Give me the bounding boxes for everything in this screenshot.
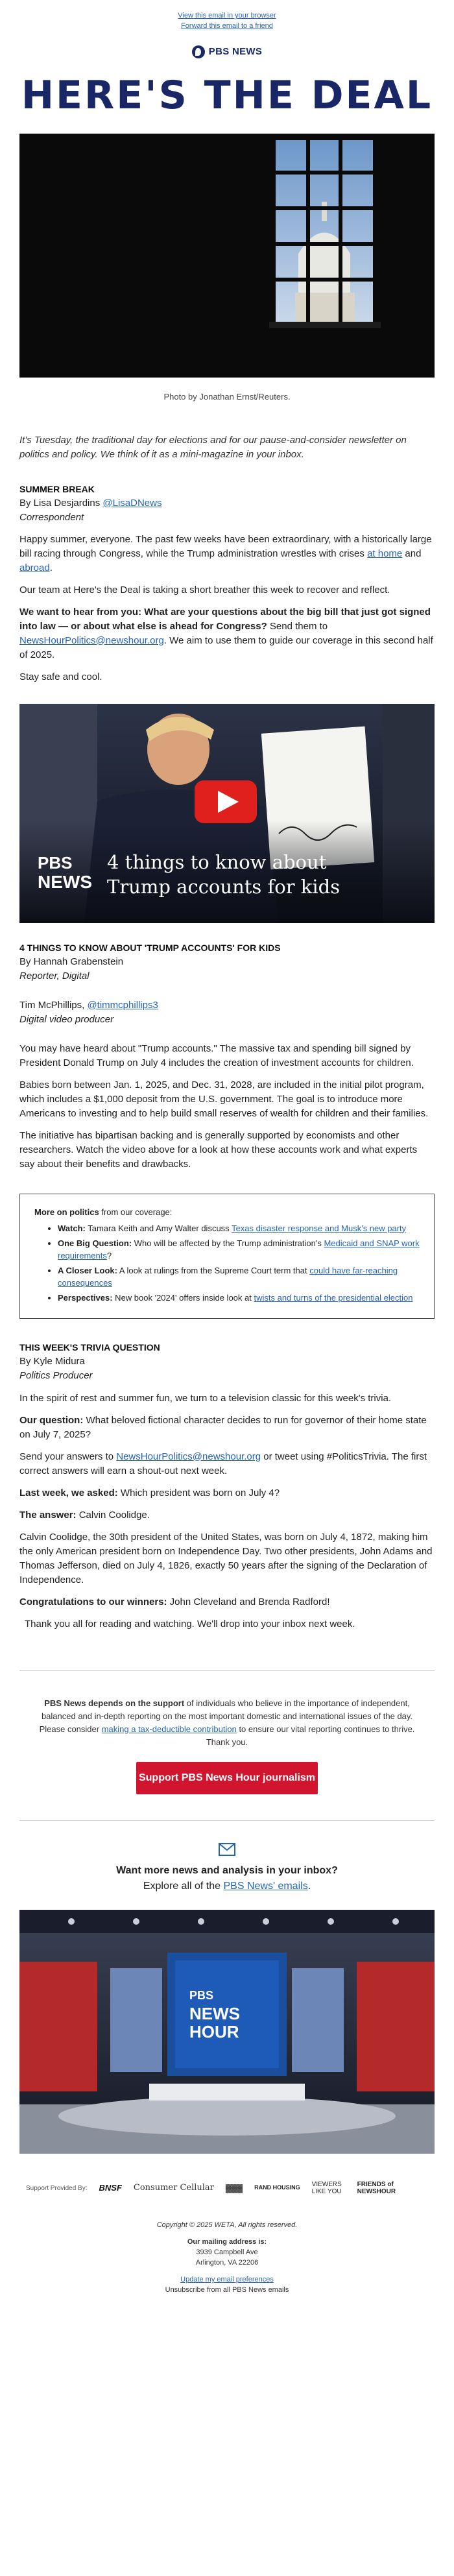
paragraph: Happy summer, everyone. The past few weeks have been extraordinary, with a historically large bill racing through Congress, while the Trump administration wrestles with crises at home and abroad. [19, 533, 432, 573]
pbs-news-logo[interactable] [19, 44, 435, 60]
address-line: 3939 Campbell Ave [196, 2248, 258, 2256]
paragraph: Send your answers to NewsHourPolitics@newshour.org or tweet using #PoliticsTrivia. The first correct answers will earn a shout-out next week. [19, 1451, 427, 1476]
copyright: Copyright © 2025 WETA, All rights reserved. [156, 2221, 298, 2229]
email-link[interactable]: NewsHourPolitics@newshour.org [116, 1451, 261, 1462]
video-title-overlay: 4 things to know about Trump accounts for kids [107, 850, 340, 898]
closing-text: Thank you all for reading and watching. We'll drop into your inbox next week. [25, 1618, 355, 1630]
email-container [19, 0, 435, 2295]
paragraph: We want to hear from you: What are your questions about the big bill that just got signed into law — or about what else is ahead for Congress? Send them to NewsHourPolitics@newshour.org. We aim to use them to guide our coverage in this second half of 2025. [19, 606, 433, 660]
trivia-winners: Congratulations to our winners: John Cleveland and Brenda Radford! [19, 1596, 330, 1607]
trivia-section [19, 1341, 435, 1631]
byline: By Hannah Grabenstein [19, 956, 124, 967]
paragraph: In the spirit of rest and summer fun, we turn to a television classic for this week's trivia. [19, 1392, 392, 1404]
author-role: Correspondent [19, 511, 84, 523]
article-link[interactable]: Medicaid and SNAP work requirements [58, 1238, 420, 1260]
paragraph: The initiative has bipartisan backing and is generally supported by economists and other researchers. Watch the video above for a look at how these accounts work and what experts say about their benefits and drawbacks. [19, 1129, 418, 1170]
sponsor-logo[interactable]: VIEWERS LIKE YOU [311, 2181, 342, 2195]
list-item: • Watch: Tamara Keith and Amy Walter discuss Texas disaster response and Musk's new party [58, 1222, 420, 1234]
section-title: 4 THINGS TO KNOW ABOUT 'TRUMP ACCOUNTS' FOR KIDS [19, 942, 281, 953]
article-link[interactable]: twists and turns of the presidential election [254, 1292, 413, 1303]
address-line: Arlington, VA 22206 [195, 2259, 259, 2267]
support-message: PBS News depends on the support of individuals who believe in the importance of independent, balanced and in-depth reporting on the most important domestic and international issues of the day. Please consider making a tax-deductible contribution to ensure our vital reporting continues to thrive. Thank you. [39, 1698, 415, 1747]
pbs-logo-icon [192, 45, 205, 58]
last-week-question: Last week, we asked: Which president was born on July 4? [19, 1487, 280, 1499]
intro-text: It's Tuesday, the traditional day for elections and for our pause-and-consider newsletter on politics and policy. We think of it as a mini-magazine in your inbox. [19, 434, 407, 460]
photo-caption: Photo by Jonathan Ernst/Reuters. [163, 392, 291, 402]
paragraph: Stay safe and cool. [19, 671, 102, 682]
list-item: • One Big Question: Who will be affected by the Trump administration's Medicaid and SNAP work requirements? [58, 1237, 420, 1262]
author-role: Reporter, Digital [19, 970, 90, 981]
sponsors-label: Support Provided By: [26, 2184, 88, 2192]
paragraph: Babies born between Jan. 1, 2025, and Dec. 31, 2028, are included in the initial pilot program, which includes a $1,000 deposit from the U.S. government. The goal is to introduce more Americans to investing and to help build small reserves of wealth for children and their families. [19, 1079, 429, 1119]
video-pbs-logo: PBS NEWS [38, 852, 92, 892]
trivia-answer: The answer: Calvin Coolidge. [19, 1509, 150, 1521]
more-news-title: Want more news and analysis in your inbox? [116, 1865, 338, 1876]
section-title: THIS WEEK'S TRIVIA QUESTION [19, 1342, 160, 1353]
sponsor-logo[interactable]: ▓▓▓ [225, 2184, 243, 2193]
politics-list [34, 1222, 420, 1304]
view-in-browser-link[interactable]: View this email in your browser [178, 12, 276, 19]
divider [19, 1670, 435, 1671]
pbs-emails-link[interactable]: PBS News' emails [223, 1881, 308, 1892]
box-heading: More on politics from our coverage: [34, 1207, 173, 1217]
paragraph: Our team at Here's the Deal is taking a short breather this week to recover and reflect. [19, 584, 390, 596]
address-label: Our mailing address is: [187, 2238, 267, 2246]
summer-break-section [19, 483, 435, 684]
support-button[interactable]: Support PBS News Hour journalism [136, 1762, 318, 1794]
envelope-icon [219, 1843, 235, 1856]
author-role: Politics Producer [19, 1370, 93, 1381]
capitol-window-image [19, 134, 435, 378]
sponsors-row [19, 2178, 435, 2198]
more-news-section [19, 1843, 435, 1895]
logo-text: PBS NEWS [208, 45, 263, 57]
author-role: Digital video producer [19, 1014, 114, 1025]
divider [19, 1820, 435, 1821]
preferences-link[interactable]: Update my email preferences [180, 2276, 274, 2283]
unsubscribe-link[interactable]: Unsubscribe from all PBS News emails [165, 2286, 289, 2294]
email-link[interactable]: NewsHourPolitics@newshour.org [19, 634, 164, 646]
trivia-question: Our question: What beloved fictional character decides to run for governor of their home state on July 7, 2025? [19, 1414, 427, 1440]
newshour-studio-image [19, 1910, 435, 2154]
twitter-handle-link[interactable]: @timmcphillips3 [87, 999, 158, 1011]
forward-email-link[interactable]: Forward this email to a friend [181, 22, 273, 30]
list-item: • Perspectives: New book '2024' offers inside look at twists and turns of the presidential election [58, 1292, 420, 1304]
video-thumbnail[interactable] [19, 704, 435, 923]
studio-screen-logo: PBS NEWS HOUR [189, 1989, 240, 2041]
donate-link[interactable]: making a tax-deductible contribution [101, 1724, 237, 1734]
byline: By Lisa Desjardins @LisaDNews [19, 497, 162, 509]
abroad-link[interactable]: abroad [19, 562, 50, 573]
section-title: SUMMER BREAK [19, 483, 95, 494]
trump-accounts-section [19, 941, 435, 1172]
twitter-handle-link[interactable]: @LisaDNews [102, 497, 162, 509]
more-on-politics-box [19, 1194, 435, 1319]
hero-photo [19, 134, 435, 378]
sponsor-logo[interactable]: BNSF [99, 2183, 122, 2193]
paragraph: You may have heard about "Trump accounts." The massive tax and spending bill signed by President Donald Trump on July 4 includes the creation of investment accounts for children. [19, 1042, 414, 1068]
sponsor-logo[interactable]: RAND HOUSING [254, 2184, 300, 2191]
footer [19, 2220, 435, 2295]
masthead-title: HERE'S THE DEAL [21, 73, 433, 118]
byline: Tim McPhillips, @timmcphillips3 [19, 999, 158, 1011]
byline: By Kyle Midura [19, 1355, 85, 1367]
sponsor-logo[interactable]: FRIENDS of NEWSHOUR [357, 2181, 396, 2195]
paragraph: Calvin Coolidge, the 30th president of the United States, was born on July 4, 1872, making him the only American president born on Independence Day. Two other presidents, John Adams and Thomas Jefferson, died on July 4, 1826, exactly 50 years after the signing of the Declaration of Independence. [19, 1531, 433, 1585]
list-item: • A Closer Look: A look at rulings from the Supreme Court term that could have far-reaching consequences [58, 1264, 420, 1289]
article-link[interactable]: Texas disaster response and Musk's new party [232, 1223, 407, 1233]
article-link[interactable]: could have far-reaching consequences [58, 1265, 398, 1288]
at-home-link[interactable]: at home [367, 548, 403, 559]
top-links [19, 0, 435, 31]
sponsor-logo[interactable]: Consumer Cellular [133, 2183, 214, 2193]
more-news-text: Explore all of the PBS News' emails. [143, 1881, 311, 1892]
